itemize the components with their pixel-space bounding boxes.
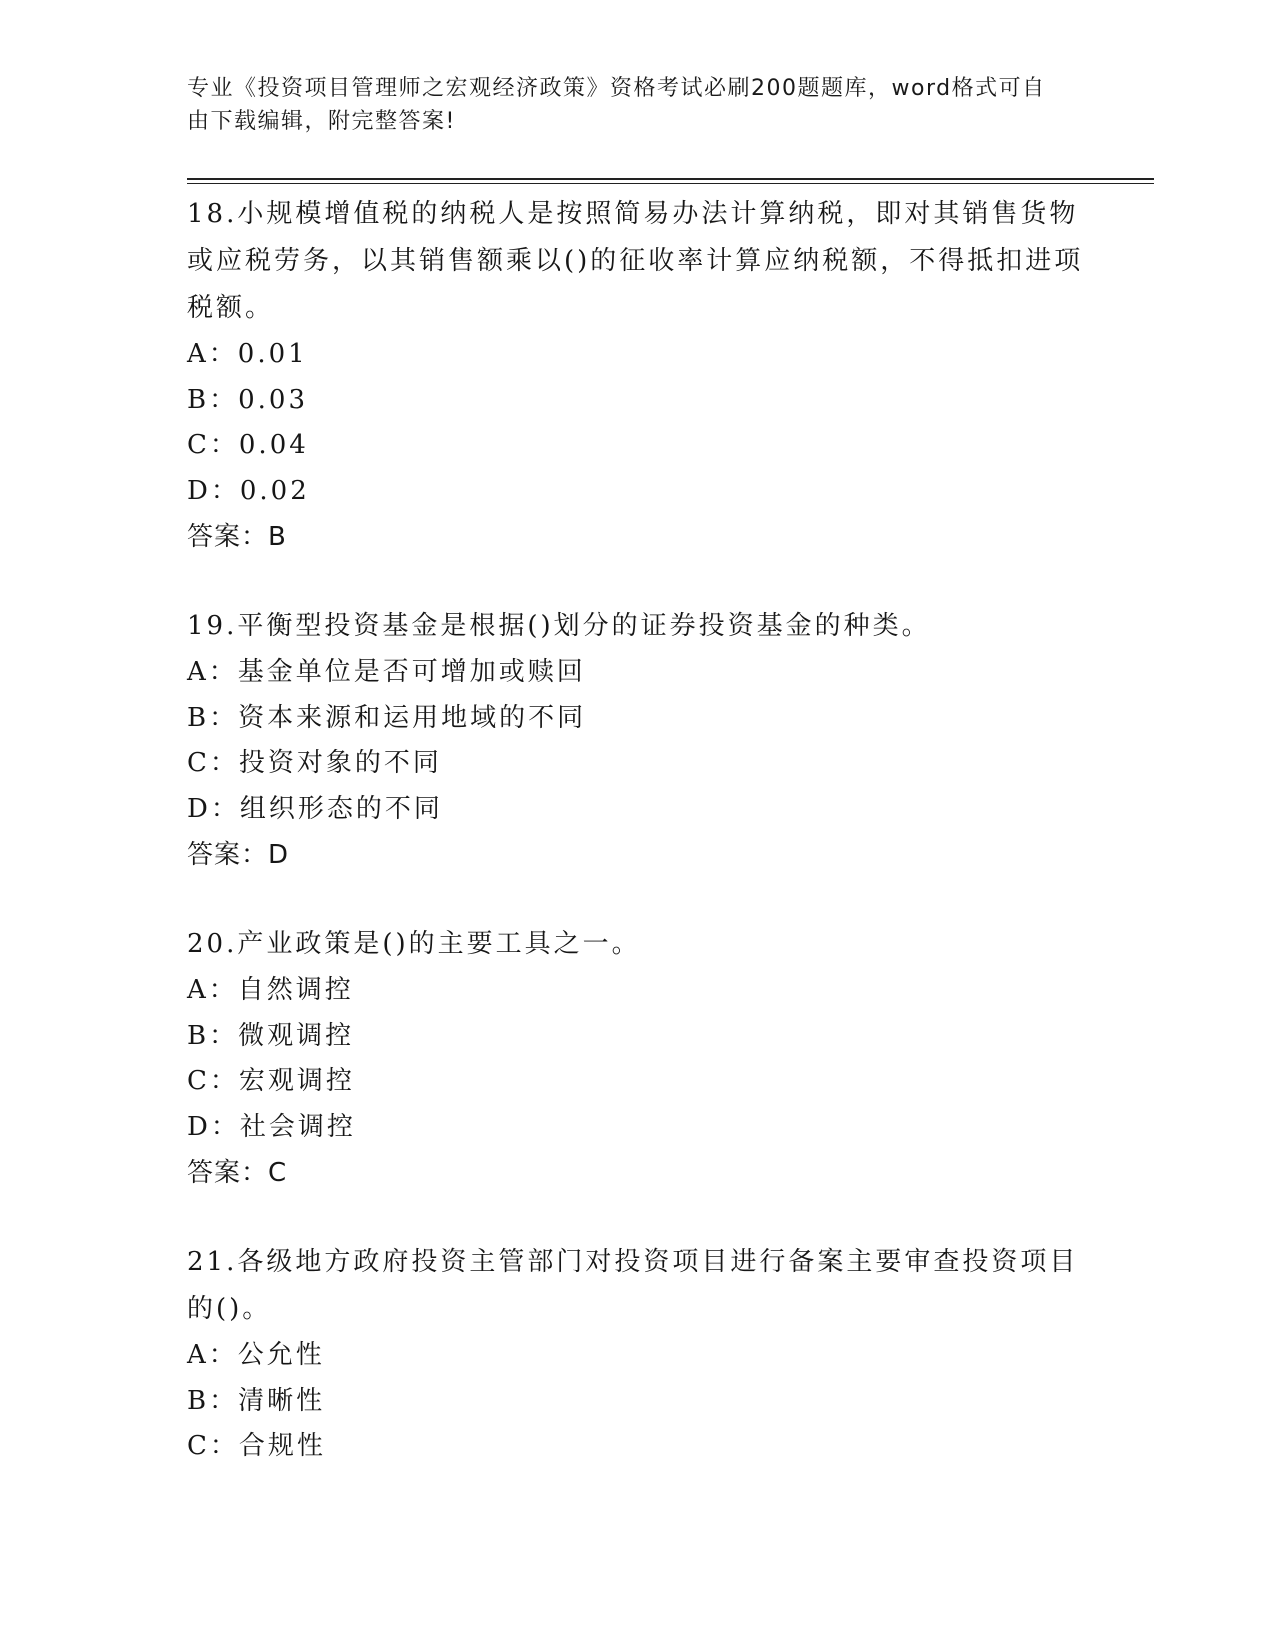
option-d: D：组织形态的不同 [187, 793, 443, 824]
option-b: B：清晰性 [187, 1385, 326, 1416]
question-list [187, 191, 1087, 1470]
question-20 [187, 921, 1087, 1196]
option-b: B：微观调控 [187, 1020, 355, 1051]
header-divider-thin [187, 183, 1154, 184]
option-c: C：投资对象的不同 [187, 748, 442, 778]
question-stem: 18.小规模增值税的纳税人是按照简易办法计算纳税，即对其销售货物或应税劳务，以其销售额乘以()的征收率计算应纳税额，不得抵扣进项税额。 [187, 199, 1084, 323]
option-a: A：公允性 [187, 1340, 325, 1370]
option-b: B：0.03 [187, 384, 308, 415]
question-stem: 20.产业政策是()的主要工具之一。 [187, 929, 641, 959]
header-divider-thick [187, 178, 1154, 180]
option-d: D：0.02 [187, 475, 310, 506]
option-a: A：自然调控 [187, 975, 354, 1005]
option-c: C：宏观调控 [187, 1066, 355, 1096]
answer: 答案：B [187, 522, 287, 552]
question-gap [187, 1196, 1087, 1239]
question-gap [187, 560, 1087, 603]
question-gap [187, 878, 1087, 921]
question-18 [187, 191, 1087, 560]
option-d: D：社会调控 [187, 1111, 356, 1142]
answer: 答案：D [187, 840, 290, 870]
option-b: B：资本来源和运用地域的不同 [187, 702, 587, 733]
answer: 答案：C [187, 1158, 288, 1188]
page-header: 专业《投资项目管理师之宏观经济政策》资格考试必刷200题题库，word格式可自由下载编辑，附完整答案! [187, 76, 1046, 134]
option-a: A：0.01 [187, 339, 308, 369]
option-c: C：合规性 [187, 1431, 326, 1461]
question-stem: 21.各级地方政府投资主管部门对投资项目进行备案主要审查投资项目的()。 [187, 1247, 1079, 1324]
question-19 [187, 603, 1087, 878]
question-21 [187, 1239, 1087, 1470]
question-stem: 19.平衡型投资基金是根据()划分的证券投资基金的种类。 [187, 611, 931, 641]
option-c: C：0.04 [187, 430, 309, 460]
option-a: A：基金单位是否可增加或赎回 [187, 657, 586, 687]
